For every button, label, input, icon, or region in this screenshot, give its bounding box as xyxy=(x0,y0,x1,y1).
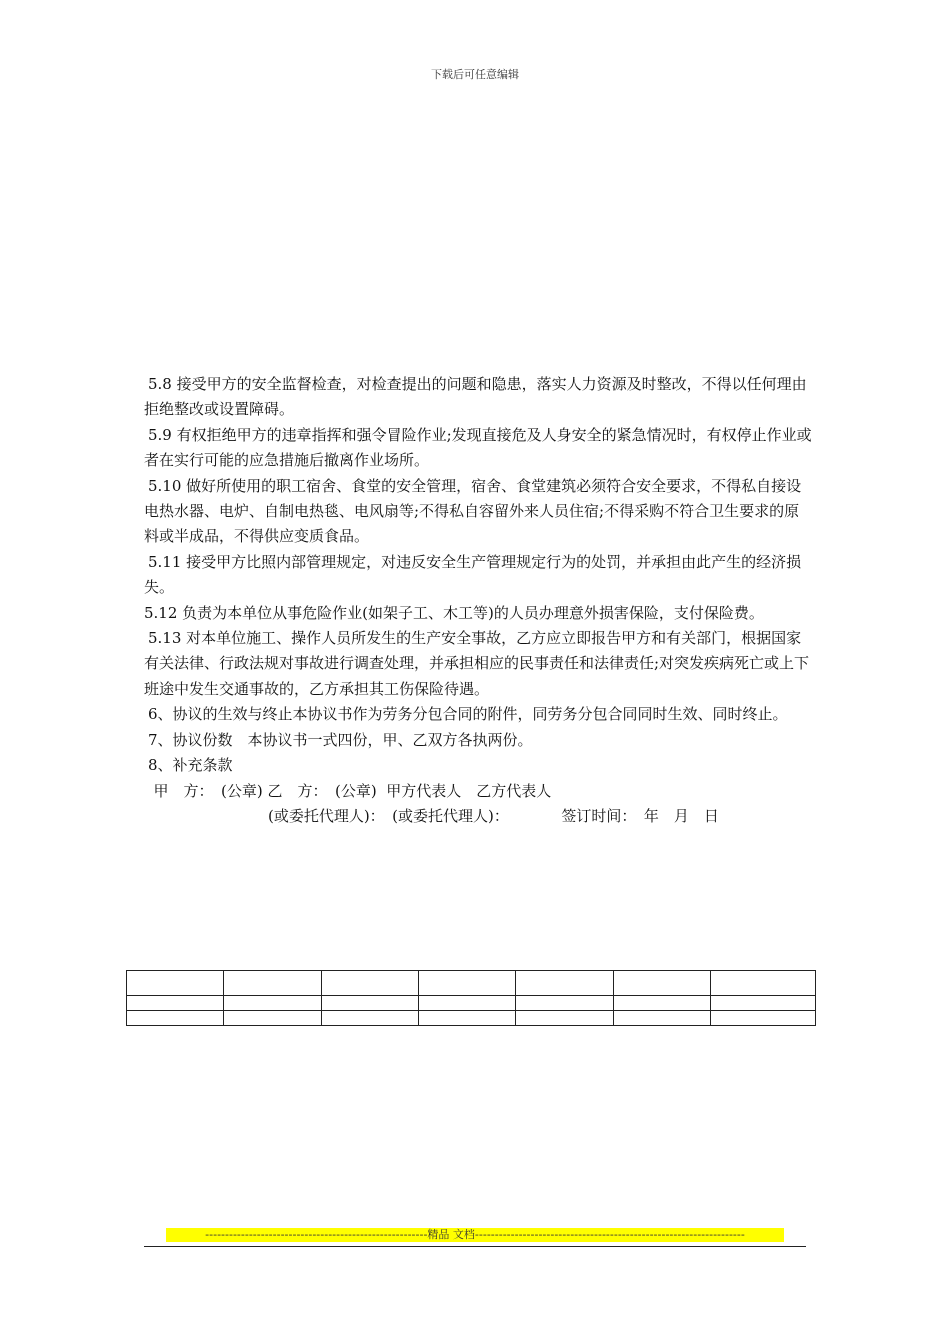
table-cell xyxy=(418,971,515,996)
table-row xyxy=(127,996,816,1011)
clause-5-8: 5.8 接受甲方的安全监督检查，对检查提出的问题和隐患，落实人力资源及时整改，不得以任何理由拒绝整改或设置障碍。 xyxy=(144,375,807,419)
table-cell xyxy=(516,996,613,1011)
clause-5-12: 5.12 负责为本单位从事危险作业(如架子工、木工等)的人员办理意外损害保险，支付保险费。 xyxy=(144,603,764,622)
table-cell xyxy=(516,1011,613,1026)
contract-body xyxy=(144,372,812,829)
table-cell xyxy=(321,1011,418,1026)
table-cell xyxy=(613,996,710,1011)
table-cell xyxy=(224,1011,321,1026)
empty-table xyxy=(126,970,816,1026)
clause-5-11: 5.11 接受甲方比照内部管理规定，对违反安全生产管理规定行为的处罚，并承担由此产生的经济损失。 xyxy=(144,552,802,597)
table-cell xyxy=(516,971,613,996)
table-cell xyxy=(224,971,321,996)
table-row xyxy=(127,1011,816,1026)
table-cell xyxy=(418,996,515,1011)
table-cell xyxy=(418,1011,515,1026)
clause-8: 8、补充条款 xyxy=(148,756,233,775)
table-row xyxy=(127,971,816,996)
table-cell xyxy=(127,971,224,996)
signature-row-parties: 甲 方： (公章) 乙 方： (公章) 甲方代表人 乙方代表人 xyxy=(144,781,552,800)
table-cell xyxy=(711,971,816,996)
table-cell xyxy=(321,996,418,1011)
clause-7: 7、协议份数 本协议书一式四份，甲、乙双方各执两份。 xyxy=(148,730,533,749)
footer-rule xyxy=(144,1246,806,1247)
table-cell xyxy=(711,1011,816,1026)
clause-5-10: 5.10 做好所使用的职工宿舍、食堂的安全管理，宿舍、食堂建筑必须符合安全要求，不得私自接设电热水器、电炉、自制电热毯、电风扇等;不得私自容留外来人员住宿;不得采购不符合卫生要求的原料或半成品，不得供应变质食品。 xyxy=(144,476,802,546)
table-cell xyxy=(321,971,418,996)
footer-banner: --------------------------------------------------------精品 文档-------------------------------------------------------------------- xyxy=(166,1228,784,1242)
page-footer xyxy=(144,1228,806,1247)
table-cell xyxy=(127,996,224,1011)
table-cell xyxy=(127,1011,224,1026)
table-cell xyxy=(613,971,710,996)
clause-5-13: 5.13 对本单位施工、操作人员所发生的生产安全事故，乙方应立即报告甲方和有关部门，根据国家有关法律、行政法规对事故进行调查处理，并承担相应的民事责任和法律责任;对突发疾病死亡或上下班途中发生交通事故的，乙方承担其工伤保险待遇。 xyxy=(144,629,810,698)
signature-row-agents: (或委托代理人)： (或委托代理人)： 签订时间： 年 月 日 xyxy=(144,806,719,825)
table-cell xyxy=(711,996,816,1011)
clause-6: 6、协议的生效与终止本协议书作为劳务分包合同的附件，同劳务分包合同同时生效、同时终止。 xyxy=(148,705,788,724)
clause-5-9: 5.9 有权拒绝甲方的违章指挥和强令冒险作业;发现直接危及人身安全的紧急情况时，有权停止作业或者在实行可能的应急措施后撤离作业场所。 xyxy=(144,425,812,470)
page-header: 下载后可任意编辑 xyxy=(431,68,519,81)
table-cell xyxy=(613,1011,710,1026)
table-cell xyxy=(224,996,321,1011)
